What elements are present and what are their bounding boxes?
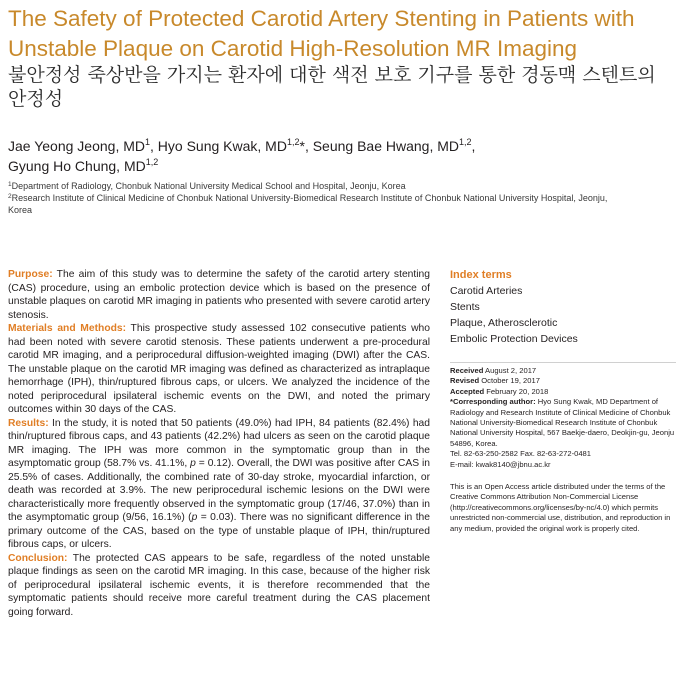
abstract-conclusion [8,552,430,620]
author-affiliation-mark: 1 [145,137,151,147]
article-dates [450,366,682,470]
author-list [8,136,628,176]
affiliation-text: Research Institute of Clinical Medicine of Chonbuk National University-Biomedical Research Institute of Chonbuk National University Hospital, Jeonju, Korea [8,193,608,215]
section-heading: Materials and Methods: [8,323,127,334]
date-label: Revised [450,376,480,386]
p-value-symbol: p [190,458,196,469]
abstract-text: = 0.12). Overall, the DWI was positive after CAS in 25.5% of cases. Additionally, the combined rate of 30-day stroke, myocardial infarction, or death was recorded at 3.9%. The new periprocedural ischemic lesions on the DWI were characteristically more frequently observed in the symptomatic group (17/46, 37.0%) than in the asymptomatic group (9/56, 16.1%) ( [8,458,431,523]
author-separator: , [471,138,476,154]
side-column [450,268,682,534]
author-affiliation-mark: 1,2 [286,137,300,147]
abstract-text: This prospective study assessed 102 consecutive patients who had been noted with severe carotid stenosis. These patients underwent a pre-procedural carotid MR imaging, and a periprocedural diffusion-weighted imaging (DWI) after the CAS. The unstable plaque on the carotid MR imaging was defined as characterized as intraplaque hemorrhage (IPH), thin/ruptured fibrous caps, or ulcers. We analyzed the incidence of the noted periprocedural ipsilateral ischemic events on the DWI, and noted the primary outcomes within 30 days of the CAS. [8,323,430,415]
author-affiliation-mark: 1,2 [459,137,472,147]
abstract-text: The protected CAS appears to be safe, regardless of the noted unstable plaque findings as seen on the carotid MR imaging. In this case, because of the higher risk of periprocedural ipsilateral ischemic events, it is therefore recommended that the symptomatic patients should receive more careful treatment during the CAS placement going forward. [8,552,430,618]
author-affiliation-mark: 1,2 [145,157,159,167]
date-value: August 2, 2017 [483,366,537,375]
date-value: February 20, 2018 [484,386,549,396]
open-access-notice: This is an Open Access article distributed under the terms of the Creative Commons Attribution Non-Commercial License (http://creativecommons.org/licenses/by-nc/4.0) which permits unrestricted non-commercial use, distribution, and reproduction in any medium, provided the original work is properly cited. [450,482,671,533]
correspondence-email: E-mail: kwak8140@jbnu.ac.kr [450,459,551,469]
author-name: Hyo Sung Kwak, MD [157,138,287,154]
correspondence [450,397,682,449]
author-separator: , [304,138,313,154]
author-separator: , [150,138,158,154]
affiliation-number: 1 [8,181,12,188]
article-title-english: The Safety of Protected Carotid Artery Stenting in Patients with Unstable Plaque on Carotid High-Resolution MR Imaging [8,6,635,61]
article-title-korean: 불안정성 죽상반을 가지는 환자에 대한 색전 보호 기구를 통한 경동맥 스텐트의 안정성 [8,64,656,110]
index-terms-heading: Index terms [450,269,512,281]
date-accepted [450,387,682,397]
author-name: Jae Yeong Jeong, MD [8,138,145,154]
date-received [450,366,682,376]
abstract [8,268,430,619]
date-value: October 19, 2017 [479,376,540,386]
abstract-purpose [8,268,430,322]
abstract-results [8,417,430,552]
correspondence-tel: Tel. 82-63-250-2582 Fax. 82-63-272-0481 [450,449,591,459]
date-revised [450,376,682,386]
date-label: Accepted [450,386,485,396]
section-heading: Purpose: [8,269,53,280]
affiliation-number: 2 [8,193,12,200]
affiliation-text: Department of Radiology, Chonbuk National University Medical School and Hospital, Jeonju, Korea [11,181,406,191]
author-name: Seung Bae Hwang, MD [312,138,460,154]
correspondence-text: Hyo Sung Kwak, MD Department of Radiology and Research Institute of Clinical Medicine of Chonbuk National University-Biomedical Research Institute of Chonbuk National University Hospital, 567 Baekje-daero, Deokjin-gu, Jeonju 54896, Korea. [450,397,675,448]
affiliations [8,180,628,216]
abstract-text: The aim of this study was to determine the safety of the carotid artery stenting (CAS) procedure, using an embolic protection device which is based on the presence of unstable plaques on carotid MR imaging in patients who presented with severe carotid artery stenosis. [8,269,430,321]
correspondence-label: *Corresponding author: [450,397,536,407]
index-term: Carotid Arteries [450,285,523,297]
abstract-text: In the study, it is noted that 50 patients (49.0%) had IPH, 84 patients (82.4%) had thin/ruptured fibrous caps, and 43 patients (42.2%) had ulcers as seen on the carotid plaque MR imaging. The IPH was more common in the symptomatic group than in the asymptomatic group (58.7% vs. 41.1%, [8,417,430,469]
index-term: Stents [450,301,480,313]
abstract-methods [8,322,430,417]
index-term: Embolic Protection Devices [450,333,578,345]
date-label: Received [450,366,484,375]
corresponding-star: * [299,138,305,154]
section-heading: Conclusion: [8,552,68,564]
affiliation-line [8,192,628,216]
section-heading: Results: [8,417,49,429]
author-name: Gyung Ho Chung, MD [8,158,146,174]
index-term: Plaque, Atherosclerotic [450,317,558,329]
p-value-symbol: p [191,512,198,523]
affiliation-line [8,180,628,192]
divider [450,362,676,363]
abstract-text: = 0.03). There was no significant difference in the primary outcome of the CAS, based on the type of unstable plaque of IPH, thin/ruptured fibrous caps, or ulcers. [8,512,431,550]
